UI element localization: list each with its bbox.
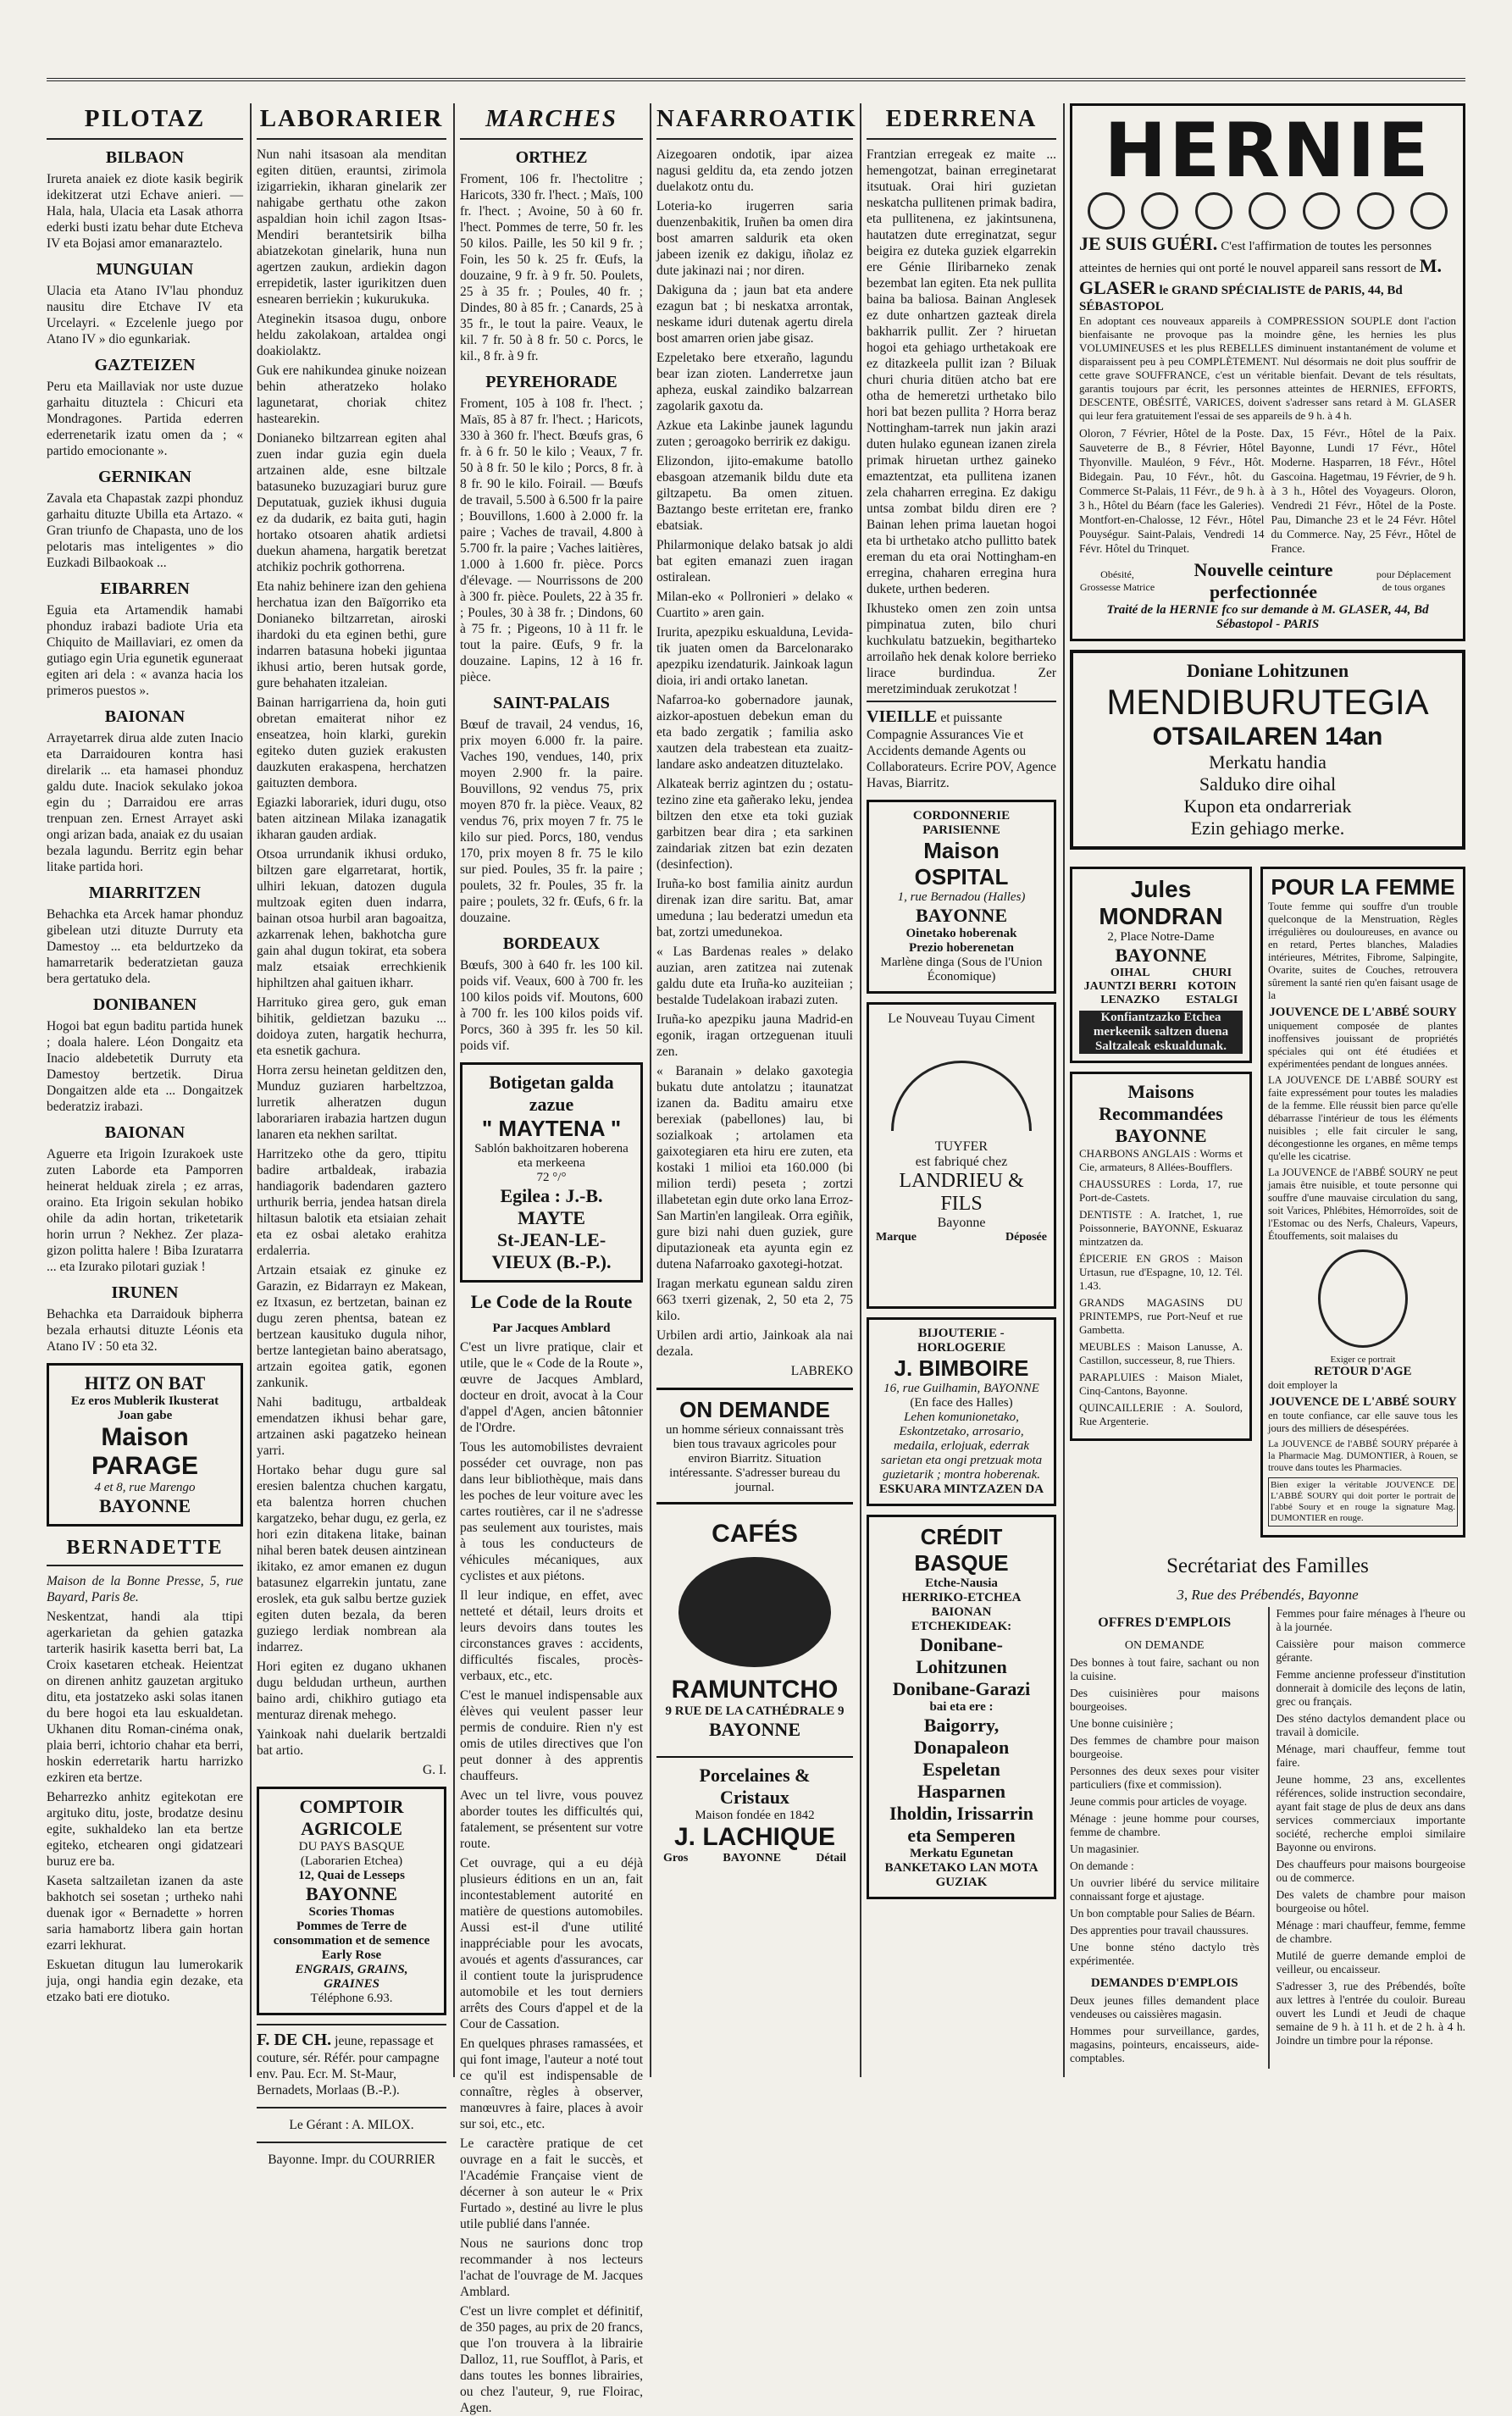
hernie-ceinture: Nouvelle ceinture perfectionnée [1194, 559, 1333, 602]
ad-name: POUR LA FEMME [1271, 874, 1455, 900]
ad-hernie [1070, 103, 1465, 641]
ad-city: BAYONNE [99, 1495, 191, 1516]
shop-item: GRANDS MAGASINS DU PRINTEMPS, rue Port-Neuf et rue Gambetta. [1079, 1296, 1243, 1336]
paragraph: Avec un tel livre, vous pouvez aborder toutes les difficultés qui, fatalement, se présentent sur votre route. [460, 1788, 643, 1851]
secretariat-address: 3, Rue des Prébendés, Bayonne [1177, 1587, 1359, 1603]
paragraph: « Las Bardenas reales » delako auzian, aren zatitzea nai zutenak galdu dute eta Iruña-ko auziteiian ; bestalde Tudelakoan irabazi zuten. [656, 945, 853, 1007]
market-heading: SAINT-PALAIS [493, 694, 610, 712]
ad-line: Le Nouveau Tuyau Ciment [888, 1011, 1035, 1026]
column-rule [250, 103, 252, 2077]
paragraph: Irurita, apezpiku eskualduna, Levida-tik juaten omen da Barcelonarako apezpiku izendaturik. Jainkoak lagun dioia, iri andi ortako lanetan. [656, 625, 853, 688]
pelota-report: Irureta anaiek ez diote kasik begirik idekitzerat utzi Echave anieri. — Hala, hala, Ulacia eta Lasak athorra ederki busti izatu behar dute Etcheva IV eta Bojasi amor emanaraztelo. [47, 172, 243, 251]
ad-line: DU PAYS BASQUE [298, 1840, 405, 1854]
ad-pour-la-femme [1260, 867, 1465, 1538]
list-item: Un magasinier. [1070, 1842, 1139, 1855]
column-advertisements [1070, 103, 1465, 2077]
list-item: Un ouvrier libéré du service militaire connaissant forge et ajustage. [1070, 1876, 1260, 1903]
medal-icon [1195, 192, 1232, 230]
medal-icon [1303, 192, 1340, 230]
hernie-banner: HERNIE [1104, 107, 1432, 194]
paragraph: C'est un livre pratique, clair et utile, que le « Code de la Route », œuvre de Jacques Amblard, docteur en droit, avocat à la Cour d'appel d'Agen, ancien bâtonnier de l'Ordre. [460, 1340, 643, 1435]
ad-fdech [257, 2024, 446, 2098]
ad-line: OTSAILAREN 14an [1152, 723, 1383, 751]
gerant-line: Le Gérant : A. MILOX. [289, 2118, 414, 2132]
ad-name: MENDIBURUTEGIA [1106, 682, 1429, 722]
ad-text: La JOUVENCE de l'ABBÉ SOURY ne peut jamais être nuisible, et toute personne qui souffre d'une mauvaise circulation du sang, soit Varices, Phlébites, Hémorroïdes, soit de l'Estomac ou des Nerfs, Chaleurs, Vapeurs, Étouffements, soit malaises du [1268, 1166, 1458, 1242]
list-item: Une bonne cuisinière ; [1070, 1717, 1173, 1730]
ad-name: " MAYTENA " [481, 1116, 622, 1141]
list-item: Caissière pour maison commerce gérante. [1276, 1637, 1465, 1664]
pelota-report: Eguia eta Artamendik hamabi phonduz irabazi badiote Uria eta Chiquito de Maillaviari, ez omen da gutiago egin Uria egunetik eguneraat egiten ari dela : « avanza hacia los primeros puestos ». [47, 603, 243, 698]
ad-address: 9 RUE DE LA CATHÉDRALE 9 [665, 1704, 845, 1718]
ad-line: ETCHEKIDEAK: [911, 1620, 1012, 1633]
abbe-portrait [1318, 1250, 1408, 1348]
ad-line: eta Semperen [907, 1825, 1016, 1846]
paragraph: Ikhusteko omen zen zoin untsa pimpinatua zuten, bilo churi kuchkulatu batzuekin, begitharteko arroilaño hek denak kolore berrieko lirace burdindua. Zer meretziminduak zerukotzat ! [867, 601, 1056, 696]
ad-line: OIHAL [1110, 967, 1150, 979]
hernie-lead: JE SUIS GUÉRI. [1079, 233, 1218, 254]
ad-city: BAYONNE [709, 1719, 800, 1740]
on-demande-title: ON DEMANDE [1124, 1639, 1205, 1652]
list-item: Ménage, mari chauffeur, femme tout faire. [1276, 1743, 1465, 1769]
ad-maison-ospital [867, 800, 1056, 994]
ad-line: Kupon eta ondarreriak [1183, 795, 1352, 817]
hernie-text: En adoptant ces nouveaux appareils à COMPRESSION SOUPLE dont l'action bienfaisante ne provoque pas la moindre gêne, les hernies les plus VOLUMINEUSES et les plus REBELLES diminuent instantanément de volume et disparaissent peu à peu COMPLÈTEMENT. Nul désormais ne doit plus souffrir de cette grave SOUFFRANCE, c'est un véritable bienfait. Devant de tels résultats, garantis toujours par écrit, les personnes atteintes de HERNIES, EFFORTS, DESCENTE, OBÉSITÉ, VARICES, doivent s'adresser sans retard à M. GLASER qui leur fera gratuitement l'essai de ses appareils de 9 h. à 4 h. [1079, 314, 1456, 422]
paragraph: Le caractère pratique de cet ouvrage en a fait le succès, et l'Académie Française vient de décerner à son auteur le « Prix Furtado », destiné au livre le plus utile publié dans l'année. [460, 2136, 643, 2231]
ad-line: CAFÉS [712, 1520, 798, 1548]
column-title: NAFARROATIK [656, 103, 853, 140]
ad-line: ESKUARA MINTZAZEN DA [878, 1482, 1044, 1496]
paragraph: Loteria-ko irugerren saria duenzenbakitik, Iruñen ba omen dira bost amarren saldurik eta oken jabeen izenik ez dakigu, iñolaz ez dute jakinazi nai ; nor diren. [656, 199, 853, 278]
pelota-sections [47, 148, 243, 1355]
list-item: Femmes pour faire ménages à l'heure ou à la journée. [1276, 1607, 1465, 1633]
nafarroatik-article [656, 147, 853, 1360]
ad-city: Bayonne [937, 1216, 986, 1230]
column-pilotaz [47, 103, 243, 2077]
medal-icon [1357, 192, 1394, 230]
ad-city: BAYONNE [1115, 1125, 1207, 1146]
pelota-report: Arrayetarrek dirua alde zuten Inacio eta Darraidouren kontra hasi direlarik ... eta hamasei phonduz galdu dute. Inaciok sekulako jokoa egin du ; Darraidou ere arras trenpuan zen. Ernest Arrayet aski ongi arizan bada, anaiak ez du usaian bezala lagundu. Berritz egin behar litake partida hori. [47, 731, 243, 874]
bernadette-text: Kaseta saltzailetan izanen da aste bakhotch sei sosetan ; urtheko nahi duenak igor « Bernadette » horren saria hamabortz libera gain hortan ezarri lekhurat. [47, 1874, 243, 1953]
ad-mendiburutegia [1070, 650, 1465, 850]
shop-item: DENTISTE : A. Iratchet, 1, rue Poissonnerie, BAYONNE, Eskuaraz mintzatzen da. [1079, 1208, 1243, 1248]
ad-name: Jules MONDRAN [1099, 876, 1223, 929]
ad-line: ESTALGI [1186, 994, 1238, 1006]
code-route-author: Par Jacques Amblard [492, 1322, 611, 1335]
ad-name: CRÉDIT BASQUE [914, 1524, 1009, 1576]
ad-tuyfer [867, 1002, 1056, 1309]
ad-line: Ezin gehiago merke. [1190, 817, 1345, 839]
paragraph: Nahi baditugu, artbaldeak emendatzen ikhusi behar gare, artzainen aski pagatzeko heinean yarri. [257, 1395, 446, 1458]
paragraph: Alkateak berriz agintzen du ; ostatu-tezino zine eta gañerako leku, jendea biltzen den etxe eta toki guziak garbitzen bear dira ; eta sarkinen zaindariak zitzen bat ezin dezaten (desinfection). [656, 777, 853, 872]
market-prices: Bœuf de travail, 24 vendus, 16, prix moyen 6.000 fr. la paire. Vaches 190, vendues, 140, prix moyen 2.900 fr. la paire. Bouvillons, 92 vendus 75, prix moyen 870 fr. la pièce. Veaux, 82 vendus 76, prix moyen 7 fr. 75 le kilo sur pied. Porcs, 180, vendus 170, prix moyen 8 fr. 75 le kilo sur pied. Poules, 35 fr. la paire ; poulets, 32 fr. Poules, 35 fr. la paire ; poulets, 32 fr. Œufs, 6 fr. la douzaine. [460, 718, 643, 925]
ad-line: Gros [663, 1852, 689, 1865]
ederrena-article [867, 147, 1056, 697]
paragraph: Il leur indique, en effet, avec netteté et détail, leurs droits et leurs devoirs dans toutes les circonstances graves : accidents, difficultés fiscales, procès-verbaux, etc., etc. [460, 1588, 643, 1683]
pelota-report: Behachka eta Darraidouk bipherra bezala erhautsi dituzte Léonis eta Atano IV : 50 eta 32. [47, 1307, 243, 1354]
ad-line: HERRIKO-ETCHEA BAIONAN [901, 1591, 1022, 1619]
ad-cafes-ramuntcho [656, 1513, 853, 1748]
ad-text: Lehen komunionetako, Eskontzetako, arrosario, medaila, erlojuak, ederrak sarietan eta ongi pretzuak mota guzietarik ; montra hoberenak. [880, 1410, 1043, 1482]
paragraph: Donianeko biltzarrean egiten ahal zuen indar guzia egin duela artzainen alde, esne biltzale batasuneko buzuzagiari buruz gure Deputatuak, guziek ikhusi duguia ez da dudarik, ez baita guti, hagin hortako otsoaren ahatik ardietsi duekun ahamena, hargatik beretzat atchikiz pochrik gothorrena. [257, 431, 446, 574]
medal-icon [1249, 192, 1286, 230]
ad-city: BAYONNE [1115, 945, 1207, 966]
divider [257, 2107, 446, 2108]
ad-line: Botigetan galda zazue [489, 1072, 614, 1115]
market-prices: Froment, 105 à 108 fr. l'hect. ; Maïs, 85 à 87 fr. l'hect. ; Haricots, 330 à 360 fr. l'hect. Bœufs gras, 6 fr. à 6 fr. 50 le kilo ; Veaux, 7 fr. 50 à 8 fr. 50 le kilo ; Porcs, 8 fr. à 8 fr. 90 le kilo. Foirail. — Bœufs de travail, 5.500 à 6.500 fr la paire ; Bouvillons, 1.600 à 2.000 fr. la paire ; Vaches de travail, 4.800 à 5.700 fr. la paire ; Vaches laitières, 1.000 à 1.600 fr. pièce. Porcs d'élevage. — Nourrissons de 200 à 300 fr. pièce. Poulets, 22 à 35 fr. ; Poules, 30 à 38 fr. ; Dindons, 60 à 75 fr. ; Pigeons, 10 à 11 fr. le tout la paire. Œufs, 9 fr. la douzaine. Lapins, 12 à 16 fr. pièce. [460, 396, 643, 684]
paragraph: Egiazki laborariek, iduri dugu, otso baten aitzinean Milaka izanagatik ikharan gauden ardiak. [257, 795, 446, 842]
ad-name: J. LACHIQUE [673, 1823, 836, 1851]
column-rule [650, 103, 651, 2077]
ad-on-demande [656, 1388, 853, 1504]
paragraph: Nafarroa-ko gobernadore jaunak, aizkor-apostuen debekun eman du eta bado zergatik ; familia asko xautzen dela trabestean eta zuaitz-landare asko andeatzen dituztelako. [656, 693, 853, 772]
ad-comptoir-agricole [257, 1787, 446, 2015]
paragraph: Urbilen ardi artio, Jainkoak ala nai dezala. [656, 1328, 853, 1359]
ad-line: Doniane Lohitzunen [1186, 660, 1349, 681]
paragraph: Harritzeko othe da gero, ttipitu badire artbaldeak, irabazia handiagorik badendaren gaztero urthurik berria, jendea hatsan direla hiltasun balotik eta etsiaian zehait eta ez osbai aletako erahitza erdalerria. [257, 1147, 446, 1258]
ad-line: HITZ ON BAT [84, 1372, 206, 1394]
paragraph: Tous les automobilistes devraient posséder cet ouvrage, non pas dans leur bibliothèque, mais dans les poches de leur voiture avec les cartes routières, car il ne s'adresse pas seulement aux touristes, mais à tous les conducteurs de véhicules mécaniques, aux cyclistes et aux piétons. [460, 1440, 643, 1583]
bernadette-text: Beharrezko anhitz egitekotan ere argituko ditu, joste, brodatze desinu egite, sukhaldeko lan eta bertze egiteko, etchearen ongi gidatzeari buruz ere ba. [47, 1790, 243, 1869]
shop-item: PARAPLUIES : Maison Mialet, Cinq-Cantons, Bayonne. [1079, 1371, 1243, 1397]
ad-maison-parage [47, 1363, 243, 1527]
pelota-report: Zavala eta Chapastak zazpi phonduz garhaitu dituzte Ubilla eta Artazo. « Gran triunfo de Chapasta, uno de los pelotaris mas inteligentes » dio Euzkadi Bilbaokoak ... [47, 491, 243, 570]
paragraph: Ezpeletako bere etxeraño, lagundu bear izan zioten. Landerretxe jaun apheza, euskal zaindiko balzarrean zagolarik gaxotu da. [656, 351, 853, 413]
laborarier-article [257, 147, 446, 1759]
ad-text: La JOUVENCE de l'ABBÉ SOURY préparée à la Pharmacie Mag. DUMONTIER, à Rouen, se trouve dans toutes les Pharmacies. [1268, 1439, 1458, 1473]
ad-city: BAYONNE [723, 1852, 782, 1865]
list-item: Des chauffeurs pour maisons bourgeoise ou de commerce. [1276, 1858, 1465, 1884]
market-heading: ORTHEZ [515, 148, 588, 167]
hernie-text: le GRAND SPÉCIALISTE de PARIS, 44, Bd SÉBASTOPOL [1079, 284, 1403, 313]
town-heading: BAIONAN [104, 1123, 186, 1142]
ad-line: KOTOIN [1188, 980, 1237, 993]
list-item: Ménage : mari chauffeur, femme, femme de chambre. [1276, 1919, 1465, 1945]
paragraph: Frantzian erregeak ez maite ... hemengotzat, bainan erreginetarat itsutuak. Orai hiri guzietan neskatcha pullitenen primak badira, eta pullitenena, ez jakintsunena, hautatzen dute erreginatzat, segur beigira ez duteka guziek elgarrekin ere Génie Iliribarneko zenak bezembat lan egiten. Eta nek pullita baina ba baliosa. Bainan Anglesek ez dute onhartzen gazteak direla bakharrik pullit. Zer ? hiruetan hogoi eta gehiago urthetakoak ere ez ditazkeela pullit izan ? Biluak churi churia ditüen atcho bat ere otha de hemeretzi urthetako bilo hori bat bezen pullita ? Horra beraz Nottingham-tarrek nun jakin arazi duten hulako egunean izanen zirela primak hiruetan urthez gaineko emaztentzat, eta pullitena izanen zela chaharren erregina. Ez dakigu untsa zombat bildu diren ere ? Bainan lehen prima lauetan hogoi eta bi urthetako atcho pullitto batek ereman du eta orai Nottingham-en erregina, chaharen erregina hura dukete, urthen bederen. [867, 147, 1056, 596]
ad-address: 4 et 8, rue Marengo [94, 1481, 196, 1494]
ad-line: Donibane-Lohitzunen [916, 1634, 1007, 1677]
list-item: Des femmes de chambre pour maison bourgeoise. [1070, 1734, 1260, 1760]
list-item: Des valets de chambre pour maison bourgeoise ou hôtel. [1276, 1888, 1465, 1915]
code-route-title: Le Code de la Route [470, 1291, 633, 1312]
paragraph: Iruña-ko bost familia ainitz aurdun direnak izan dire saritu. Bat, amar umeduna ; lau bederatzi umedun eta bat, zortzi umedunekoa. [656, 877, 853, 939]
town-heading: IRUNEN [111, 1283, 179, 1302]
ad-line: Marlène dinga (Sous de l'Union Économique) [880, 956, 1043, 984]
ad-line: ENGRAIS, GRAINS, GRAINES [295, 1963, 408, 1991]
ad-text: Bien exiger la véritable JOUVENCE DE L'ABBÉ SOURY qui doit porter le portrait de l'abbé Soury et en rouge la signature Mag. DUMONTIER en rouge. [1268, 1477, 1458, 1527]
ad-city: BAYONNE [916, 905, 1007, 926]
ad-credit-basque [867, 1515, 1056, 1899]
ad-line: Etche-Nausia [925, 1576, 998, 1590]
ad-line: Oinetako hoberenak [906, 927, 1017, 940]
ad-line: est fabriqué chez [915, 1155, 1008, 1169]
paragraph: C'est le manuel indispensable aux élèves qui veulent passer leur permis de conduire. Rien n'y est omis de utiles directives que l'on peut donner à des apprentis chauffeurs. [460, 1688, 643, 1783]
recommended-shops-list [1079, 1147, 1243, 1428]
paragraph: Artzain etsaiak ez ginuke ez Garazin, ez Bidarrayn ez Makean, ez Itxasun, ez bertzetan, bainan ez dugu zeren phentsa, batean ez bertzean kausituko dugula nihor, bertze lantegietan baino aberatsago, artzain egoitea gatik, egonen zankunik. [257, 1263, 446, 1390]
list-item: Des cuisinières pour maisons bourgeoises. [1070, 1687, 1260, 1713]
ad-line: Joan gabe [117, 1409, 173, 1422]
ad-line: Ez eros Mublerik Ikusterat [70, 1394, 219, 1408]
ad-lachique [656, 1756, 853, 1872]
shop-item: QUINCAILLERIE : A. Soulord, Rue Argenterie. [1079, 1401, 1243, 1427]
ad-address: 2, Place Notre-Dame [1107, 930, 1215, 944]
paragraph: Bainan harrigarriena da, hoin guti obretan emaiterat nihor ez enseatzea, hoin klarki, gurekin egiteko duten guziek erakusten dauzkuten erakaspena, herchatzen gaituzten dembora. [257, 695, 446, 790]
list-item: S'adresser 3, rue des Prébendés, boîte aux lettres à l'entrée du couloir. Bureau ouvert les Lundi et Jeudi de chaque semaine de 9 h. à 11 h. et de 2 h. à 4 h. Joindre un timbre pour la réponse. [1276, 1980, 1465, 2047]
column-ederrena [867, 103, 1056, 2077]
list-item: Jeune commis pour articles de voyage. [1070, 1795, 1248, 1808]
ad-name: Maison OSPITAL [914, 838, 1009, 889]
paragraph: Harrituko girea gero, guk eman bihitik, geldietzan bazuku ... doidoya zuten, hargatik hechurra, eta esnetik gachura. [257, 995, 446, 1058]
article-signature: G. I. [423, 1763, 446, 1777]
column-rule [453, 103, 455, 2077]
paragraph: En quelques phrases ramassées, et qui font image, l'auteur a noté tout ce qu'il est indispensable de connaître, règles à observer, manœuvres à faire, places à avoir sur soi, etc., etc. [460, 2036, 643, 2131]
column-title: LABORARIER [257, 103, 446, 140]
shop-item: ÉPICERIE EN GROS : Maison Urtasun, rue d'Espagne, 10, 12. Tél. 1.43. [1079, 1252, 1243, 1292]
pelota-report: Ulacia eta Atano IV'lau phonduz nausitu dire Etchave IV eta Urcelayri. « Ezcelenle juego por Atano IV » dio egunkariak. [47, 284, 243, 346]
paragraph: Nous ne saurions donc trop recommander à nos lecteurs l'achat de l'ouvrage de M. Jacques Amblard. [460, 2236, 643, 2299]
ad-jules-mondran [1070, 867, 1252, 1063]
code-route-article [460, 1339, 643, 2416]
imprint-line: Bayonne. Impr. du COURRIER [268, 2153, 435, 2167]
town-heading: BILBAON [105, 148, 185, 167]
column-title: EDERRENA [867, 103, 1056, 140]
town-heading: DONIBANEN [92, 995, 197, 1014]
ad-line: Merkatu Egunetan [909, 1847, 1014, 1860]
shop-item: CHAUSSURES : Lorda, 17, rue Port-de-Castets. [1079, 1178, 1243, 1204]
ad-line: Espeletan [922, 1759, 1000, 1780]
ad-line: CORDONNERIE PARISIENNE [912, 809, 1011, 837]
ad-line: Marque [876, 1231, 917, 1244]
ad-address: 16, rue Guilhamin, BAYONNE [883, 1382, 1039, 1395]
medal-icon [1410, 192, 1448, 230]
ad-line: Salduko dire oihal [1199, 773, 1337, 795]
ad-line: Konfiantzazko Etchea [1079, 1011, 1243, 1025]
ad-line: Baigorry, Donapaleon [913, 1715, 1010, 1758]
ad-line: Sablón bakhoitzaren hoberena eta merkeena [474, 1142, 629, 1170]
ad-name: TUYFER [934, 1139, 989, 1154]
town-heading: MUNGUIAN [96, 260, 194, 279]
shop-item: MEUBLES : Maison Lanusse, A. Castillon, successeur, 8, rue Thiers. [1079, 1340, 1243, 1366]
ad-line: LANDRIEU & FILS [899, 1170, 1024, 1215]
list-item: Mutilé de guerre demande emploi de veilleur, ou encaisseur. [1276, 1949, 1465, 1975]
town-heading: MIARRITZEN [88, 884, 202, 902]
article-signature: LABREKO [790, 1364, 853, 1378]
ad-line: BANKETAKO LAN MOTA GUZIAK [884, 1861, 1038, 1889]
pelota-report: Aguerre eta Irigoin Izurakoek uste zuten Laborde eta Pamporren heinerat helduak zirela ; ez arras, oraino. Eta Irigoin sekulan hobiko ohile da adin hortan, triketetarik horin urrun ? Nekhez. Zer plaza-gizon politta halere ! Biba Izuratarra ... eta Izurako pilotari guziak ! [47, 1147, 243, 1274]
column-rule [1063, 103, 1065, 2077]
ad-maytena [460, 1062, 643, 1283]
ad-address: 12, Quai de Lesseps [298, 1869, 405, 1882]
list-item: Des sténo dactylos demandent place ou travail à domicile. [1276, 1712, 1465, 1738]
paragraph: Guk ere nahikundea ginuke noizean behin atheratzeko holako lagunetarat, choriak chitez hastearekin. [257, 363, 446, 426]
list-item: Hommes pour surveillance, gardes, magasins, pointeurs, encaisseurs, aide-comptables. [1070, 2025, 1260, 2064]
ad-name: F. DE CH. [257, 2031, 332, 2049]
paragraph: Cet ouvrage, qui a eu déjà plusieurs éditions en un an, fait incontestablement autorité en matière de questions automobiles. Aussi est-il d'une utilité inappréciable pour les avocats, avoués et agents d'assurances, car il contient toute la jurisprudence automobile et les tout derniers arrêts des Cours d'appel et de la Cour de Cassation. [460, 1856, 643, 2031]
list-item: Des apprenties pour travail chaussures. [1070, 1924, 1249, 1937]
list-item: Un bon comptable pour Salies de Béarn. [1070, 1907, 1255, 1920]
market-prices: Froment, 106 fr. l'hectolitre ; Haricots, 330 fr. l'hect. ; Maïs, 100 fr. l'hect. ; Avoine, 50 à 60 fr. l'hect. Pommes de terre, 50 fr. les 50 kilos. Paille, les 50 kil 9 fr. ; Foin, les 50 k. 25 fr. Œufs, la douzaine, 9 fr. à 9 fr. 50. Poulets, 25 à 35 fr. ; Poules, 40 fr. ; Dindes, 80 à 85 fr. ; Canards, 25 à 35 fr., le tout la paire. Veaux, le kil. 7 fr. 50 à 8 fr. 50 c. Porcs, le kil., 8 fr. à 9 fr. [460, 172, 643, 363]
paragraph: Milan-eko « Pollronieri » delako « Cuartito » aren gain. [656, 590, 853, 620]
medal-icon [1141, 192, 1178, 230]
paragraph: « Baranain » delako gaxotegia bukatu dute antolatzu ; itaunatzat izanen da. Baditu amairu etxe berexiak (pabellones) lau, bi sozialkoak ; artolamen eta gaixotegiaren eta hiru ere zuten, eta kostaki 1 milioi eta 160.000 (bi milion terdi) peseta ; zortzi illabetetan egin dute orko lana Erroz-San Martin'en langileak. Orra egiñik, gure bizi nahi duen guziek, gure diputazioneak eta ayunta egin ez dutena Nafarroako gaxotegi-hotzat. [656, 1064, 853, 1272]
paragraph: Iruña-ko apezpiku jauna Madrid-en egonik, iragan ortzeguenan ituuli zen. [656, 1012, 853, 1059]
ad-line: LENAZKO [1100, 994, 1160, 1006]
town-heading: GERNIKAN [97, 468, 191, 486]
medal-row [1079, 192, 1456, 230]
ad-name: J. BIMBOIRE [894, 1355, 1029, 1381]
ad-phone: Téléphone 6.93. [310, 1992, 393, 2005]
pelota-report: Hogoi bat egun baditu partida hunek ; doala halere. Léon Dongaitz eta Inacio aldebetetik Durruty eta Damestoy bertzetik. Dirua Dongaitzen alde eta ... Dongaitzek bederatziz irabazi. [47, 1019, 243, 1114]
bernadette-text: Neskentzat, handi ala ttipi agerkarietan da gehien gatazka tarterik hasirik kasetta berri bat, La Croix kasetaren etcheak. Heientzat on direnen anhitz gauzetan argituko ditu, eta jostatzeko aski solas itanen du bere hogoi eta lau eskualdetan. Ukhanen ditu Roman-cinéma onak, plaia berri, ichtorio chahar eta berri, hoskin ederretarik hartu harrizko ezkiren eta bertze. [47, 1610, 243, 1785]
ad-line: bai eta ere : [929, 1700, 994, 1714]
paragraph: Hortako behar dugu gure sal eresien balentza chuchen kargatu, eta balentza horren chuchen kargatzeko, behar dugu, ez gerla, ez hori ezin ditakena litake, bainan nihal beren batek deusen aintzinean ikitako, ez amor emanen ez dugun batasunez elgarrekin juntatu, zane eroslek, eta guk salbu bertze guziek egiten duten bezala, da beren guziego lerdiak nombrean ala indarrez. [257, 1463, 446, 1654]
secretariat-des-familles [1070, 1554, 1465, 2069]
column-title: PILOTAZ [47, 103, 243, 140]
ad-bimboire [867, 1317, 1056, 1506]
portrait-caption: Exiger ce portrait [1330, 1355, 1396, 1365]
pelota-report: Behachka eta Arcek hamar phonduz gibelean utzi dituzte Durruty eta Damestoy ... eta beldurtzeko da hamarretarik bederatzietan gauza bera gertatuko dela. [47, 907, 243, 986]
ad-line: Prezio hoberenetan [908, 941, 1014, 955]
ad-name: RAMUNTCHO [671, 1676, 839, 1704]
paragraph: Ateginekin itsasoa dugu, onbore heldu zakolakoan, artaldea ongi doakiolaktz. [257, 312, 446, 358]
ad-name: ON DEMANDE [679, 1397, 830, 1422]
paragraph: Otsoa urrundanik ikhusi orduko, biltzen gare elgarretarat, hortik, ulhiri lekuan, datozen dugula multzoak egiten duen indarra, bainan otsoa hurbil aran bagoaitza, azkarrenak lehen, bakhotcha gure gain ahal dugun tokirat, eta sobera malz etsaiak errechkienik hiphiltzen ahal gaituen ikharr. [257, 847, 446, 990]
list-item: Jeune homme, 23 ans, excellentes références, solide instruction secondaire, ayant fait stage de plus de deux ans dans services commerciaux importante société, recherche emploi similaire Bayonne ou environs. [1276, 1773, 1465, 1854]
shop-item: CHARBONS ANGLAIS : Worms et Cie, armateurs, 8 Allées-Boufflers. [1079, 1147, 1243, 1173]
hernie-text: pour Déplacement de tous organes [1376, 568, 1452, 593]
ad-text: un homme sérieux connaissant très bien tous travaux agricoles pour environ Biarritz. Situation intéressante. S'adresser bureau du journal. [666, 1423, 844, 1494]
hernie-traite: Traité de la HERNIE fco sur demande à M. GLASER, 44, Bd Sébastopol - PARIS [1106, 603, 1429, 631]
paragraph: Elizondon, ijito-emakume batollo ebasgoan atzemanik bildu dute eta giltzapetu. Ba omen zituen. Baztango beste erritetan ere, franko ebatsiak. [656, 454, 853, 533]
secretariat-title: Secrétariat des Familles [1166, 1554, 1369, 1577]
list-item: Femme ancienne professeur d'institution donnerait à domicile des leçons de latin, grec ou français. [1276, 1668, 1465, 1708]
offres-list [1070, 1656, 1260, 1968]
bernadette-text: Eskuetan ditugun lau lumerokarik juja, ongi handia egin dezake, eta etzako bati ere diotuko. [47, 1958, 243, 2004]
ad-text: et puissante Compagnie Assurances Vie et Accidents demande Agents ou Collaborateurs. Ecrire POV, Agence Havas, Biarritz. [867, 711, 1056, 790]
offres-title: OFFRES D'EMPLOIS [1098, 1615, 1232, 1630]
ad-name: VIEILLE [867, 707, 938, 726]
ad-text: en toute confiance, car elle sauve tous les jours des milliers de désespérées. [1268, 1410, 1458, 1434]
paragraph: Dakiguna da ; jaun bat eta andere ezagun bat ; bi neskatxa arrontak, neskame iduri dutenak agertu direla bost amarren orien jabe gisaz. [656, 283, 853, 346]
paragraph: Horra zersu heinetan gelditzen den, Munduz guziaren harbeltzzoa, lurretik alheratzen dugun laborariaren irabazia hartzen dugun lanaren eta nekhen sariltat. [257, 1063, 446, 1142]
ad-line: Hasparnen [917, 1781, 1005, 1802]
paragraph: Azkue eta Lakinbe jaunek lagundu zuten ; geroagoko berririk ez dakigu. [656, 418, 853, 449]
ad-line: Iholdin, Irissarrin [889, 1803, 1033, 1824]
list-item: Une bonne sténo dactylo très expérimentée. [1070, 1941, 1260, 1967]
ad-text: uniquement composée de plantes inoffensives jouissant de propriétés spéciales qui ont été étudiées et expérimentées pendant de longues années. [1268, 1020, 1458, 1070]
ad-product: JOUVENCE DE L'ABBÉ SOURY [1269, 1395, 1457, 1409]
paragraph: C'est un livre complet et définitif, de 350 pages, au prix de 20 francs, que l'on trouvera à la librairie Dalloz, 11, rue Soufflot, à Paris, et dans toutes les bonnes librairies, ou chez l'auteur, 9, rue Floirac, Agen. [460, 2304, 643, 2415]
hernie-text: Obésité, Grossesse Matrice [1079, 568, 1155, 593]
paragraph: Philarmonique delako batsak jo aldi bat egiten emanazi zuen iragan ostiralean. [656, 538, 853, 585]
ad-line: CHURI [1192, 967, 1232, 979]
ad-vieille [867, 701, 1056, 791]
ad-line: Porcelaines & Cristaux [699, 1765, 811, 1808]
ad-line: Saltzaleak eskualdunak. [1079, 1039, 1243, 1054]
ad-text: doit employer la [1268, 1379, 1338, 1391]
paragraph: Yainkoak nahi duelarik bertzaldi bat artio. [257, 1727, 446, 1758]
market-reports [460, 148, 643, 1054]
column-laborarier [257, 103, 446, 2167]
ad-line: Pommes de Terre de consommation et de semence [273, 1920, 430, 1948]
ad-text: jeune, repassage et couture, sér. Référ. pour campagne env. Pau. Ecr. M. St-Maur, Bernadets, Morlaas (B.-P.). [257, 2034, 440, 2097]
ad-line: Merkatu handia [1209, 751, 1326, 773]
market-heading: PEYREHORADE [485, 373, 618, 391]
pelota-report: Peru eta Maillaviak nor uste duzue garhaitu dituztela : Chicuri eta Mondragones. Partida ederren ederrenetarik izatu omen da ; « partido emocionante ». [47, 380, 243, 458]
ad-line: Donibane-Garazi [892, 1678, 1031, 1699]
ad-name: Maison PARAGE [91, 1423, 199, 1480]
ad-line: Scories Thomas [308, 1905, 395, 1919]
ad-text: LA JOUVENCE DE L'ABBÉ SOURY est faite expressément pour toutes les maladies de la femme. Elle réussit bien parce qu'elle débarrasse l'intérieur de tous les éléments nuisibles ; elle fait circuler le sang, décongestionne les organes, en même temps qu'elle les cicatrise. [1268, 1074, 1458, 1162]
ad-name: Maisons Recommandées [1099, 1081, 1223, 1124]
paragraph: Iragan merkatu egunean saldu ziren 663 txerri gizenak, 2, 50 eta 2, 75 kilo. [656, 1277, 853, 1323]
hernie-schedule: Oloron, 7 Février, Hôtel de la Poste. Sauveterre de B., 8 Février, Hôtel Thyonville. Mauléon, 9 Févr., Hôt. Bidegain. Pau, 10 Févr., hôt. du Commerce St-Palais, 11 Févr., de 9 h. à 3 h., Hôtel du Béarn (face les Galeries). Montfort-en-Chalosse, 12 Févr., Hôtel Pouységur. Saint-Palais, Vendredi 14 Févr. Hôtel du Trinquet. [1079, 427, 1265, 555]
paragraph: Hori egiten ez dugano ukhanen dugu beldudan urtheun, aurthen baino ardi, chikhiro gutiago eta menturaz direnak mehego. [257, 1660, 446, 1722]
demandes-title: DEMANDES D'EMPLOIS [1090, 1976, 1238, 1990]
ad-line: JAUNTZI BERRI [1083, 980, 1177, 993]
hernie-text: C'est l'affirmation de toutes les personnes atteintes de hernies qui ont porté le nouvel appareil sans ressort de [1079, 240, 1432, 275]
ad-line: Déposée [1005, 1231, 1047, 1244]
ad-line: merkeenik saltzen duena [1079, 1025, 1243, 1039]
town-heading: GAZTEIZEN [94, 356, 196, 374]
ad-product: RETOUR D'AGE [1314, 1365, 1412, 1378]
divider [257, 2142, 446, 2143]
ad-address: 1, rue Bernadou (Halles) [897, 890, 1026, 904]
paragraph: Eta nahiz behinere izan den gehiena herchatua izan den Baïgorriko eta Donianeko biltzarretan, airoski ihardoki du eta eginen bethi, gure indarren batasuna hobeki jiguntaa ikhusi artio, beren hutsak gorde, gure behahaten itzaleian. [257, 579, 446, 690]
sunrise-illustration [891, 1061, 1032, 1131]
ad-line: (Laborarien Etchea) [300, 1854, 403, 1868]
market-heading: BORDEAUX [502, 934, 601, 953]
list-item: Personnes des deux sexes pour visiter particuliers (fixe et commission). [1070, 1765, 1260, 1791]
ad-line: 72 °/° [536, 1171, 567, 1184]
demandes-list [1277, 1607, 1466, 2048]
ad-line: Maison fondée en 1842 [695, 1809, 815, 1822]
paragraph: Aizegoaren ondotik, ipar aizea nagusi gelditu da, eta zendo jotzen duelakotz ontu du. [656, 147, 853, 194]
ad-line: (En face des Halles) [910, 1396, 1013, 1410]
list-item: Ménage : jeune homme pour courses, femme de chambre. [1070, 1812, 1260, 1838]
paragraph: Nun nahi itsasoan ala menditan egiten ditüen, erauntsi, zirimola izigarriekin, ikharan ginelarik zer nahigabe gerthatu othe zakon aspaldian hoin ichil zagon Itsas-Mendiri berantetsirik bilha abiatzekotan ginelarik, huna nun agertzen zaukun, ardiekin dagon errepidetik, laster igurikitzen duen esnearen berriekin ; kukurukuka. [257, 147, 446, 307]
hernie-schedule: Dax, 15 Févr., Hôtel de la Paix. Bayonne, Lundi 17 Févr., Hôtel Moderne. Hasparren, 18 Févr., Hôtel Gascoina. Hagetmau, 19 Février, de 9 h. à 3 h., Hôtel des Voyageurs. Oloron, Vendredi 21 Févr., Hôtel de la Poste. Pau, Dimanche 23 et le 24 Févr. Hôtel du Commerce. Nay, 25 Févr., Hôtel de France. [1271, 427, 1456, 555]
list-item: Des bonnes à tout faire, sachant ou non la cuisine. [1070, 1656, 1260, 1682]
ad-line: Egilea : J.-B. MAYTE [500, 1185, 603, 1228]
coffee-drinker-illustration [678, 1557, 831, 1667]
ad-product: JOUVENCE DE L'ABBÉ SOURY [1269, 1006, 1457, 1019]
ad-line: Early Rose [321, 1948, 382, 1962]
ad-text: Toute femme qui souffre d'un trouble quelconque de la Menstruation, Règles irrégulières ou douloureuses, en avance ou en retard, Pertes blanches, Maladies intérieures, Métrites, Fibrome, Salpingite, Ovarite, suites de Couches, retrouvera sûrement la santé rien qu'en faisant usage de la [1268, 900, 1458, 1001]
column-title: MARCHES [460, 103, 643, 140]
town-heading: EIBARREN [100, 579, 190, 598]
ad-city: BAYONNE [306, 1883, 397, 1904]
ad-maisons-recommandees [1070, 1072, 1252, 1441]
hernie-name: M. GLASER [1079, 255, 1443, 298]
ad-line: BIJOUTERIE - HORLOGERIE [917, 1327, 1006, 1355]
list-item: Deux jeunes filles demandent place vendeuses ou caissières magasin. [1070, 1994, 1260, 2020]
newspaper-page [47, 78, 1465, 2415]
bernadette-address: Maison de la Bonne Presse, 5, rue Bayard, Paris 8e. [47, 1574, 243, 1604]
medal-icon [1088, 192, 1125, 230]
column-rule [860, 103, 861, 2077]
town-heading: BAIONAN [104, 707, 186, 726]
ad-line: St-JEAN-LE-VIEUX (B.-P.). [491, 1229, 612, 1272]
list-item: On demande : [1070, 1859, 1134, 1872]
bernadette-title: BERNADETTE [47, 1535, 243, 1566]
column-marches [460, 103, 643, 2415]
column-nafarroatik [656, 103, 857, 2077]
ad-name: COMPTOIR AGRICOLE [299, 1796, 404, 1839]
market-prices: Bœufs, 300 à 640 fr. les 100 kil. poids vif. Veaux, 600 à 700 fr. les 100 kilos poids vif. Moutons, 600 à 700 fr. les 100 kilos poids vif. Porcs, 360 à 395 fr. les 50 kil. poids vif. [460, 958, 643, 1053]
ad-line: Détail [816, 1852, 846, 1865]
